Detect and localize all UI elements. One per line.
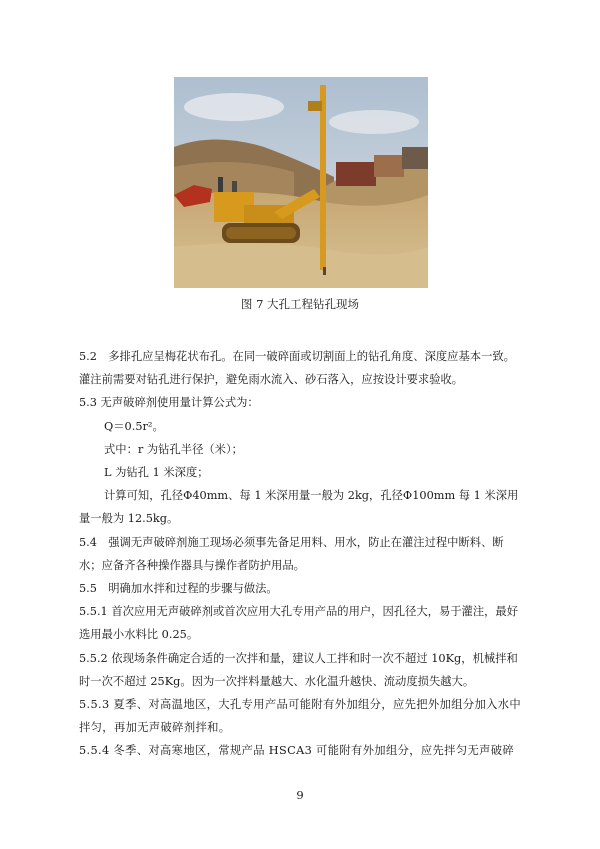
calculation-note: 计算可知，孔径Φ40mm、每 1 米深用量一般为 2kg，孔径Φ100mm 每 1 米深用量一般为 12.5kg。 xyxy=(79,489,519,526)
section-5-5-3: 5.5.3 夏季、对高温地区，大孔专用产品可能附有外加组分，应先把外加组分加入水中拌匀，再加无声破碎剂拌和。 xyxy=(79,698,522,735)
section-5-2: 5.2 多排孔应呈梅花状布孔。在同一破碎面或切割面上的钻孔角度、深度应基本一致。灌注前需要对钻孔进行保护，避免雨水流入、砂石落入，应按设计要求验收。 xyxy=(79,350,515,387)
section-5-5-1: 5.5.1 首次应用无声破碎剂或首次应用大孔专用产品的用户，因孔径大，易于灌注，最好选用最小水料比 0.25。 xyxy=(79,605,519,642)
formula-where-l: L 为钻孔 1 米深度； xyxy=(104,466,209,480)
formula-where-r: 式中：r 为钻孔半径（米）； xyxy=(104,442,243,456)
figure-photo xyxy=(174,77,428,288)
drilling-rig-photo xyxy=(174,77,428,288)
body-text xyxy=(79,345,522,763)
formula: Q＝0.5r²。 xyxy=(104,419,164,433)
section-5-3-title: 5.3 无声破碎剂使用量计算公式为： xyxy=(79,396,259,410)
page-number: 9 xyxy=(296,788,304,802)
section-5-4: 5.4 强调无声破碎剂施工现场必须事先备足用料、用水，防止在灌注过程中断料、断水；应备齐各种操作器具与操作者防护用品。 xyxy=(79,535,504,572)
section-5-5-4: 5.5.4 冬季、对高寒地区，常规产品 HSCA3 可能附有外加组分，应先拌匀无声破碎 xyxy=(79,744,515,758)
section-5-5-2: 5.5.2 依现场条件确定合适的一次拌和量，建议人工拌和时一次不超过 10Kg，机械拌和时一次不超过 25Kg。因为一次拌料量越大、水化温升越快、流动度损失越大。 xyxy=(79,651,518,688)
figure-caption: 图 7 大孔工程钻孔现场 xyxy=(240,297,360,311)
section-5-5: 5.5 明确加水拌和过程的步骤与做法。 xyxy=(79,582,278,596)
